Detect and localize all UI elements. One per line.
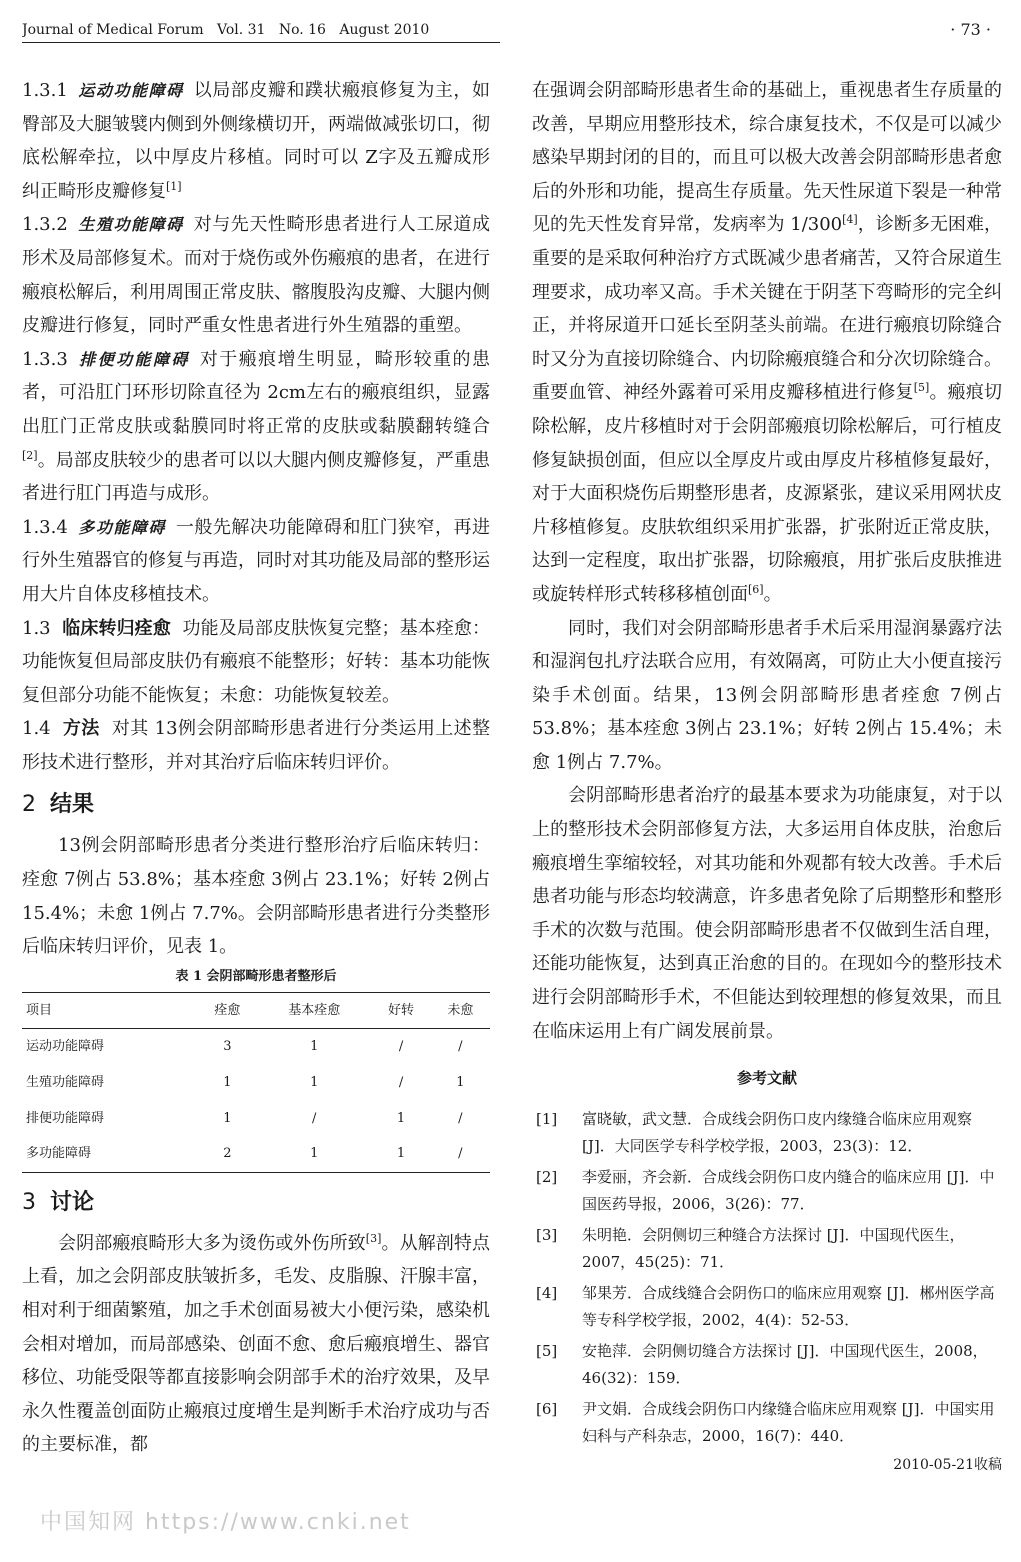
reference-item — [532, 1396, 1002, 1450]
table-row — [22, 1029, 490, 1065]
results-table — [22, 992, 490, 1173]
table-row — [22, 1136, 490, 1172]
table-header-cell: 基本痊愈 — [288, 1002, 341, 1018]
table-cell: 3 — [223, 1039, 232, 1055]
table-header-cell: 痊愈 — [214, 1002, 241, 1018]
reference-text: 尹文娟．合成线会阴伤口内缘缝合临床应用观察 [J]．中国实用妇科与产科杂志，2000，16(7)：440． — [582, 1400, 995, 1446]
reference-number: [4] — [536, 1284, 558, 1303]
treatment-paragraph: 同时，我们对会阴部畸形患者手术后采用湿润暴露疗法和湿润包扎疗法联合应用，有效隔离，可防止大小便直接污染手术创面。结果，13例会阴部畸形患者痊愈 7例占 53.8%；基本痊愈 3例占 23.1%；好转 2例占 15.4%；未愈 1例占 7.7%。 — [532, 617, 1002, 773]
reference-number: [1] — [536, 1110, 558, 1129]
heading-number: 2 — [22, 792, 36, 818]
section-1-3-2 — [22, 208, 490, 342]
reference-item — [532, 1280, 1002, 1334]
section-number: 1.3.4 — [22, 516, 68, 538]
paragraph-text: 会阴部瘢痕畸形大多为烫伤或外伤所致 — [58, 1232, 366, 1254]
watermark: 中国知网 https://www.cnki.net — [40, 1510, 411, 1535]
citation: [4] — [842, 213, 858, 227]
table-cell: / — [398, 1039, 404, 1055]
paragraph-text: 。瘢痕切除松解，皮片移植时对于会阴部瘢痕切除松解后，可行植皮修复缺损创面，但应以全厚皮片或由厚皮片移植修复最好，对于大面积烧伤后期整形患者，皮源紧张，建议采用网状皮片移植修复。皮肤软组织采用扩张器，扩张附近正常皮肤，达到一定程度，取出扩张器，切除瘢痕，用扩张后皮肤推进或旋转样形式转移移植创面 — [532, 382, 1003, 605]
reference-item — [532, 1222, 1002, 1276]
table-row — [22, 1065, 490, 1101]
reference-number: [3] — [536, 1226, 558, 1245]
journal-date: August 2010 — [339, 22, 430, 38]
table-cell: 1 — [310, 1146, 319, 1162]
reference-text: 邹果芳．合成线缝合会阴伤口的临床应用观察 [J]．郴州医学高等专科学校学报，2002，4(4)：52-53． — [582, 1284, 995, 1330]
citation: [1] — [166, 179, 182, 193]
table-header-cell: 项目 — [26, 1002, 53, 1018]
heading-title: 结果 — [50, 792, 95, 818]
journal-issue: No. 16 — [278, 22, 326, 38]
paragraph-text: 对与先天性畸形患者进行人工尿道成形术及局部修复术。而对于烧伤或外伤瘢痕的患者，在进行瘢痕松解后，利用周围正常皮肤、髂腹股沟皮瓣、大腿内侧皮瓣进行修复，同时严重女性患者进行外生殖器的重塑。 — [22, 214, 490, 337]
table-row — [22, 1101, 490, 1137]
heading-results — [22, 787, 490, 823]
table-cell: 1 — [310, 1039, 319, 1055]
table-cell: 2 — [223, 1146, 232, 1162]
paragraph-text: 在强调会阴部畸形患者生命的基础上，重视患者生存质量的改善，早期应用整形技术，综合康复技术，不仅是可以减少感染早期封闭的目的，而且可以极大改善会阴部畸形患者愈后的外形和功能，提高生存质量。先天性尿道下裂是一种常见的先天性发育异常，发病率为 1/300 — [532, 80, 1002, 236]
section-number: 1.3.2 — [22, 214, 68, 236]
reference-number: [5] — [536, 1342, 558, 1361]
table-cell: 排便功能障碍 — [26, 1110, 105, 1126]
reference-number: [2] — [536, 1168, 558, 1187]
table-cell: / — [458, 1146, 463, 1162]
citation: [5] — [913, 381, 930, 395]
journal-volume: Vol. 31 — [217, 22, 266, 38]
reference-item — [532, 1106, 1002, 1160]
section-keyword: 排便功能障碍 — [77, 349, 190, 369]
discussion-continued-paragraph — [532, 74, 1002, 612]
paragraph-text: 以局部皮瓣和蹼状瘢痕修复为主，如臀部及大腿皱襞内侧到外侧缘横切开，两端做减张切口，彻底松解牵拉，以中厚皮片移植。同时可以 Z字及五瓣成形纠正畸形皮瓣修复 — [22, 80, 490, 202]
table-cell: 运动功能障碍 — [26, 1039, 105, 1055]
table-caption: 表 1 会阴部畸形患者整形后 — [175, 968, 337, 984]
table-cell: 生殖功能障碍 — [26, 1075, 105, 1091]
paragraph-text: 。局部皮肤较少的患者可以以大腿内侧皮瓣修复，严重患者进行肛门再造与成形。 — [22, 449, 490, 505]
paragraph-text: 对其 13例会阴部畸形患者进行分类运用上述整形技术进行整形，并对其治疗后临床转归评价。 — [22, 718, 490, 773]
section-number: 1.3.3 — [22, 348, 68, 370]
section-1-3-1 — [22, 74, 490, 208]
results-paragraph: 13例会阴部畸形患者分类进行整形治疗后临床转归：痊愈 7例占 53.8%；基本痊愈 3例占 23.1%；好转 2例占 15.4%；未愈 1例占 7.7%。会阴部畸形患者进行分类整形后临床转归评价，见表 1。 — [22, 835, 490, 958]
table-cell: 1 — [223, 1110, 232, 1126]
table-cell: 1 — [396, 1146, 406, 1162]
section-number: 1.4 — [22, 718, 51, 740]
table-cell: / — [398, 1075, 404, 1091]
table-cell: / — [458, 1110, 463, 1126]
section-keyword: 运动功能障碍 — [77, 81, 184, 100]
section-1-3-4 — [22, 511, 490, 612]
paragraph-text: ，诊断多无困难，重要的是采取何种治疗方式既减少患者痛苦，又符合尿道生理要求，成功率又高。手术关键在于阴茎下弯畸形的完全纠正，并将尿道开口延长至阴茎头前端。在进行瘢痕切除缝合时又分为直接切除缝合、内切除瘢痕缝合和分次切除缝合。重要血管、神经外露着可采用皮瓣移植进行修复 — [532, 214, 1003, 404]
paragraph-text: 对于瘢痕增生明显，畸形较重的患者，可沿肛门环形切除直径为 2cm左右的瘢痕组织，显露出肛门正常皮肤或黏膜同时将正常的皮肤或黏膜翻转缝合 — [22, 348, 490, 437]
section-keyword: 多功能障碍 — [77, 517, 166, 537]
paragraph-text: 。从解剖特点上看，加之会阴部皮肤皱折多，毛发、皮脂腺、汗腺丰富，相对利于细菌繁殖，加之手术创面易被大小便污染，感染机会相对增加，而局部感染、创面不愈、愈后瘢痕增生、器官移位、功能受限等都直接影响会阴部手术的治疗效果，及早永久性覆盖创面防止瘢痕过度增生是判断手术治疗成功与否的主要标准，都 — [22, 1232, 491, 1456]
reference-item — [532, 1338, 1002, 1392]
paragraph-text: 。 — [763, 583, 782, 605]
section-keyword: 临床转归痊愈 — [62, 617, 171, 639]
page-number: · 73 · — [950, 20, 991, 39]
section-1-3-3 — [22, 343, 490, 511]
discussion-paragraph — [22, 1227, 490, 1462]
table-cell: 多功能障碍 — [26, 1146, 92, 1162]
table-cell: 1 — [223, 1075, 232, 1091]
reference-text: 富晓敏，武文慧．合成线会阴伤口皮内缘缝合临床应用观察 [J]．大同医学专科学校学报，2003，23(3)：12． — [582, 1110, 973, 1156]
table-header-cell: 好转 — [388, 1002, 415, 1018]
section-1-4 — [22, 712, 490, 779]
reference-text: 李爱丽，齐会新．合成线会阴伤口皮内缝合的临床应用 [J]．中国医药导报，2006，3(26)：77． — [582, 1168, 995, 1214]
left-column — [22, 74, 490, 1462]
table-cell: / — [312, 1110, 317, 1126]
table-cell: 1 — [396, 1110, 406, 1126]
section-1-3 — [22, 612, 490, 713]
section-keyword: 生殖功能障碍 — [77, 215, 184, 235]
reference-item — [532, 1164, 1002, 1218]
received-date: 2010-05-21收稿 — [893, 1457, 1002, 1474]
table-cell: 1 — [310, 1075, 319, 1091]
table-cell: 1 — [456, 1075, 465, 1091]
paragraph-text: 一般先解决功能障碍和肛门狭窄，再进行外生殖器官的修复与再造，同时对其功能及局部的整形运用大片自体皮移植技术。 — [22, 516, 490, 605]
table-header-cell: 未愈 — [447, 1002, 474, 1018]
section-keyword: 方法 — [62, 718, 100, 740]
section-number: 1.3 — [22, 617, 51, 639]
table-header-row — [22, 992, 490, 1029]
references-title: 参考文献 — [736, 1069, 797, 1088]
journal-name: Journal of Medical Forum — [22, 22, 204, 38]
citation: [6] — [748, 582, 764, 596]
running-header — [22, 22, 500, 43]
section-number: 1.3.1 — [22, 80, 68, 101]
heading-discussion — [22, 1185, 490, 1221]
reference-number: [6] — [536, 1400, 558, 1419]
right-column — [532, 74, 1002, 1476]
reference-text: 安艳萍．会阴侧切缝合方法探讨 [J]．中国现代医生，2008，46(32)：159． — [582, 1342, 988, 1388]
citation: [2] — [22, 448, 38, 462]
conclusion-paragraph: 会阴部畸形患者治疗的最基本要求为功能康复，对于以上的整形技术会阴部修复方法，大多运用自体皮肤，治愈后瘢痕增生挛缩较轻，对其功能和外观都有较大改善。手术后患者功能与形态均较满意，许多患者免除了后期整形和整形手术的次数与范围。使会阴部畸形患者不仅做到生活自理，还能功能恢复，达到真正治愈的目的。在现如今的整形技术进行会阴部畸形手术，不但能达到较理想的修复效果，而且在临床运用上有广阔发展前景。 — [532, 785, 1002, 1042]
heading-number: 3 — [22, 1189, 36, 1215]
table-cell: / — [458, 1039, 463, 1055]
heading-title: 讨论 — [50, 1189, 95, 1215]
citation: [3] — [365, 1231, 382, 1245]
paragraph-text: 功能及局部皮肤恢复完整；基本痊愈：功能恢复但局部皮肤仍有瘢痕不能整形；好转：基本功能恢复但部分功能不能恢复；未愈：功能恢复较差。 — [22, 617, 491, 706]
reference-text: 朱明艳．会阴侧切三种缝合方法探讨 [J]．中国现代医生，2007，45(25)：71． — [582, 1226, 965, 1272]
